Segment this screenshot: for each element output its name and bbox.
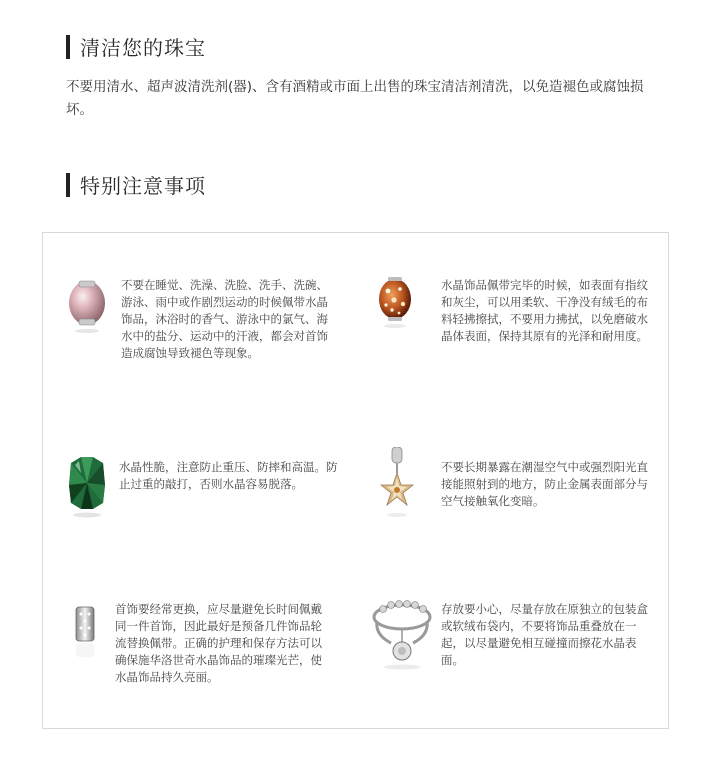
section-title-text: 清洁您的珠宝 — [80, 36, 206, 60]
care-note-text: 存放要小心，尽量存放在原独立的包装盒或软绒布袋内，不要将饰品重叠放在一起，以尽量避免相互碰撞而擦花水晶表面。 — [441, 602, 648, 667]
care-notes-card — [42, 232, 669, 729]
green-crystal-bead-icon — [67, 455, 107, 523]
care-note-text: 不要在睡觉、洗澡、洗脸、洗手、洗碗、游泳、雨中或作剧烈运动的时候佩带水晶饰品，沐浴时的香气、游泳中的氯气、海水中的盐分、运动中的汗液，都会对首饰造成腐蚀导致褪色等现象。 — [121, 278, 328, 360]
care-note-text: 首饰要经常更换，应尽量避免长时间佩戴同一件首饰，因此最好是预备几件饰品轮流替换佩带。正确的护理和保存方法可以确保施华洛世奇水晶饰品的璀璨光芒，使水晶饰品持久亮丽。 — [115, 602, 322, 684]
pink-pearl-bead-icon — [67, 279, 107, 337]
orange-glass-bead-icon — [377, 277, 413, 333]
care-note-text: 不要长期暴露在潮湿空气中或强烈阳光直接能照射到的地方，防止金属表面部分与空气接触氧化变暗。 — [441, 460, 648, 508]
section-title-cleaning — [66, 32, 206, 61]
title-accent-bar — [66, 173, 70, 197]
section-title-notes — [66, 170, 206, 199]
star-flower-charm-icon — [377, 447, 417, 523]
care-note-text: 水晶性脆，注意防止重压、防摔和高温。防止过重的敲打，否则水晶容易脱落。 — [119, 460, 338, 491]
silver-spacer-bead-icon — [73, 601, 97, 665]
care-note-text: 水晶饰品佩带完毕的时候，如表面有指纹和灰尘，可以用柔软、干净没有绒毛的布料轻拂擦拭，不要用力拂拭，以免磨破水晶体表面，保持其原有的光泽和耐用度。 — [441, 278, 648, 343]
charm-bracelet-icon — [369, 595, 435, 675]
title-accent-bar — [66, 35, 70, 59]
section-title-text: 特别注意事项 — [80, 174, 206, 198]
cleaning-instructions: 不要用清水、超声波清洗剂(器)、含有酒精或市面上出售的珠宝清洁剂清洗，以免造褪色或腐蚀损坏。 — [66, 79, 644, 118]
